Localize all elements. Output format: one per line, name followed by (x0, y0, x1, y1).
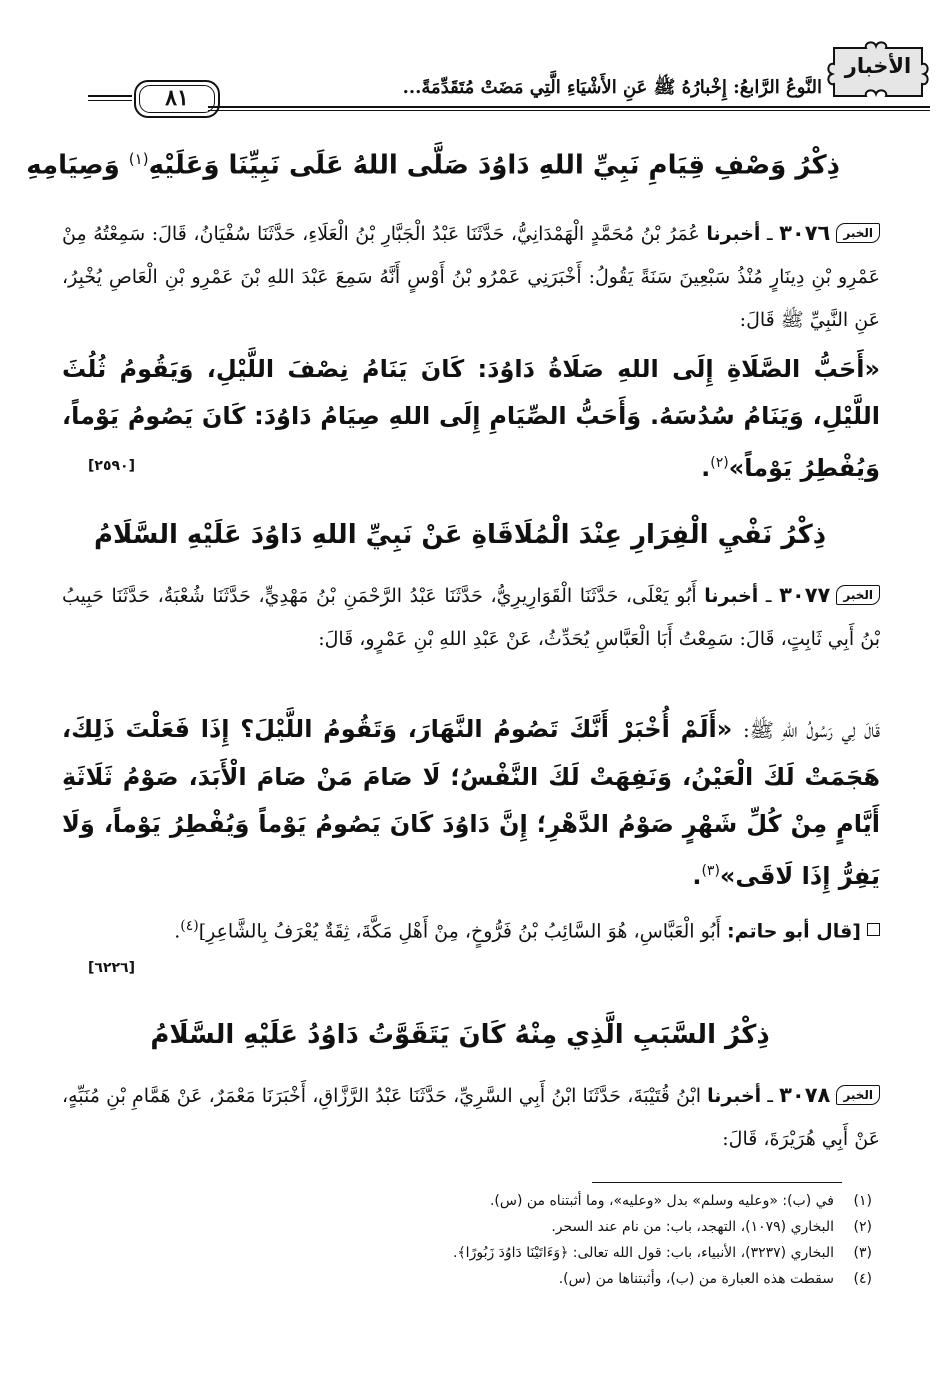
hadith-isnad: الخبر٣٠٧٦ ـ أخبرنا عُمَرُ بْنُ مُحَمَّدٍ الْهَمْدَانِيُّ، حَدَّثَنَا عَبْدُ الْجَبَّارِ بْنُ الْعَلَاءِ، حَدَّثَنَا سُفْيَانُ، قَالَ: سَمِعْتُهُ مِنْ عَمْرِو بْنِ دِينَارٍ مُنْذُ سَبْعِينَ سَنَةً يَقُولُ: أَخْبَرَنِي عَمْرُو بْنُ أَوْسٍ أَنَّهُ سَمِعَ عَبْدَ اللهِ بْنَ عَمْرِو بْنِ الْعَاصِ يُخْبِرُ، عَنِ النَّبِيِّ ﷺ قَالَ: (62, 221, 880, 331)
reference-number: [٦٢٢٦] (88, 960, 135, 976)
editor-note: [قال أبو حاتم: أَبُو الْعَبَّاسِ، هُوَ السَّائِبُ بْنُ فَرُّوخٍ، مِنْ أَهْلِ مَكَّةَ، ثِقَةٌ يُعْرَفُ بِالشَّاعِرِ]$^{(٤)}$. (62, 906, 880, 951)
square-bullet-icon (867, 923, 880, 936)
footnote-marker: (٣) (701, 863, 720, 879)
footnote: (٤)سقطت هذه العبارة من (ب)، وأثبتناها من (س). (558, 1271, 872, 1287)
hadith-number: ٣٠٧٧ (779, 583, 831, 607)
footnote-marker: (٢) (710, 455, 729, 471)
hadith-number: ٣٠٧٨ (779, 1083, 831, 1107)
header-rule (208, 110, 930, 111)
header-rule (208, 106, 930, 108)
hadith-number: ٣٠٧٦ (779, 221, 831, 245)
hadith-matn: «أَحَبُّ الصَّلَاةِ إِلَى اللهِ صَلَاةُ دَاوُدَ: كَانَ يَنَامُ نِصْفَ اللَّيْلِ، وَيَقُومُ ثُلُثَ اللَّيْلِ، وَيَنَامُ سُدُسَهُ. وَأَحَبُّ الصِّيَامِ إِلَى اللهِ صِيَامُ دَاوُدَ: كَانَ يَصُومُ يَوْماً، وَيُفْطِرُ يَوْماً»$^{(٢)}$. (62, 355, 880, 482)
section-badge: الأخبار (844, 54, 912, 78)
footnote: (٣)البخاري (٣٢٣٧)، الأنبياء، باب: قول الله تعالى: ﴿وَءَاتَيْنَا دَاوُدَ زَبُورًا﴾. (453, 1245, 872, 1261)
reference-number: [٢٥٩٠] (88, 458, 135, 474)
page-number: ٨١ (134, 80, 220, 118)
footnote-rule (592, 1182, 842, 1183)
header-rule (88, 100, 132, 101)
footnote-marker: (١) (128, 150, 149, 168)
section-heading: ذِكْرُ السَّبَبِ الَّذِي مِنْهُ كَانَ يَتَقَوَّتُ دَاوُدُ عَلَيْهِ السَّلَامُ (150, 1020, 770, 1050)
section-heading: ذِكْرُ نَفْيِ الْفِرَارِ عِنْدَ الْمُلَاقَاةِ عَنْ نَبِيِّ اللهِ دَاوُدَ عَلَيْهِ السَّلَامُ (93, 520, 827, 550)
section-heading: ذِكْرُ وَصْفِ قِيَامِ نَبِيِّ اللهِ دَاوُدَ صَلَّى اللهُ عَلَى نَبِيِّنَا وَعَلَيْهِ$^{(١)}$ وَصِيَامِهِ (26, 150, 840, 181)
hadith-isnad: الخبر٣٠٧٧ ـ أخبرنا أَبُو يَعْلَى، حَدَّثَنَا الْقَوَارِيرِيُّ، حَدَّثَنَا عَبْدُ الرَّحْمَنِ بْنُ مَهْدِيٍّ، حَدَّثَنَا شُعْبَةُ، حَدَّثَنَا حَبِيبُ بْنُ أَبِي ثَابِتٍ، قَالَ: سَمِعْتُ أَبَا الْعَبَّاسِ يُحَدِّثُ، عَنْ عَبْدِ اللهِ بْنِ عَمْرٍو، قَالَ: (62, 583, 880, 650)
footnotes (92, 1188, 872, 1292)
footnote-marker: (٤) (180, 918, 199, 934)
khabar-badge: الخبر (836, 585, 880, 605)
hadith-matn: قَالَ لِي رَسُولُ اللهِ ﷺ: «أَلَمْ أُخْبَرْ أَنَّكَ تَصُومُ النَّهَارَ، وَتَقُومُ اللَّيْلَ؟ إِذَا فَعَلْتَ ذَلِكَ، هَجَمَتْ لَكَ الْعَيْنُ، وَنَفِهَتْ لَكَ النَّفْسُ؛ لَا صَامَ مَنْ صَامَ الْأَبَدَ، صَوْمُ ثَلَاثَةِ أَيَّامٍ مِنْ كُلِّ شَهْرٍ صَوْمُ الدَّهْرِ؛ إِنَّ دَاوُدَ كَانَ يَصُومُ يَوْماً وَيُفْطِرُ يَوْماً، وَلَا يَفِرُّ إِذَا لَاقَى»$^{(٣)}$. (62, 715, 881, 890)
running-head: النَّوعُ الرَّابعُ: إِخْبارُهُ ﷺ عَنِ الأَشْيَاءِ الَّتِي مَضَتْ مُتَقَدِّمَةً... (402, 77, 822, 98)
hadith-isnad: الخبر٣٠٧٨ ـ أخبرنا ابْنُ قُتَيْبَةَ، حَدَّثَنَا ابْنُ أَبِي السَّرِيِّ، حَدَّثَنَا عَبْدُ الرَّزَّاقِ، أَخْبَرَنَا مَعْمَرٌ، عَنْ هَمَّامِ بْنِ مُنَبِّهٍ، عَنْ أَبِي هُرَيْرَةَ، قَالَ: (62, 1083, 880, 1150)
footnote: (٢)البخاري (١٠٧٩)، التهجد، باب: من نام عند السحر. (551, 1219, 872, 1235)
page-header (88, 36, 930, 114)
header-rule (88, 95, 132, 97)
khabar-badge: الخبر (836, 1085, 880, 1105)
footnote: (١)في (ب): «وعليه وسلم» بدل «وعليه»، وما أثبتناه من (س). (489, 1193, 872, 1209)
khabar-badge: الخبر (836, 223, 880, 243)
